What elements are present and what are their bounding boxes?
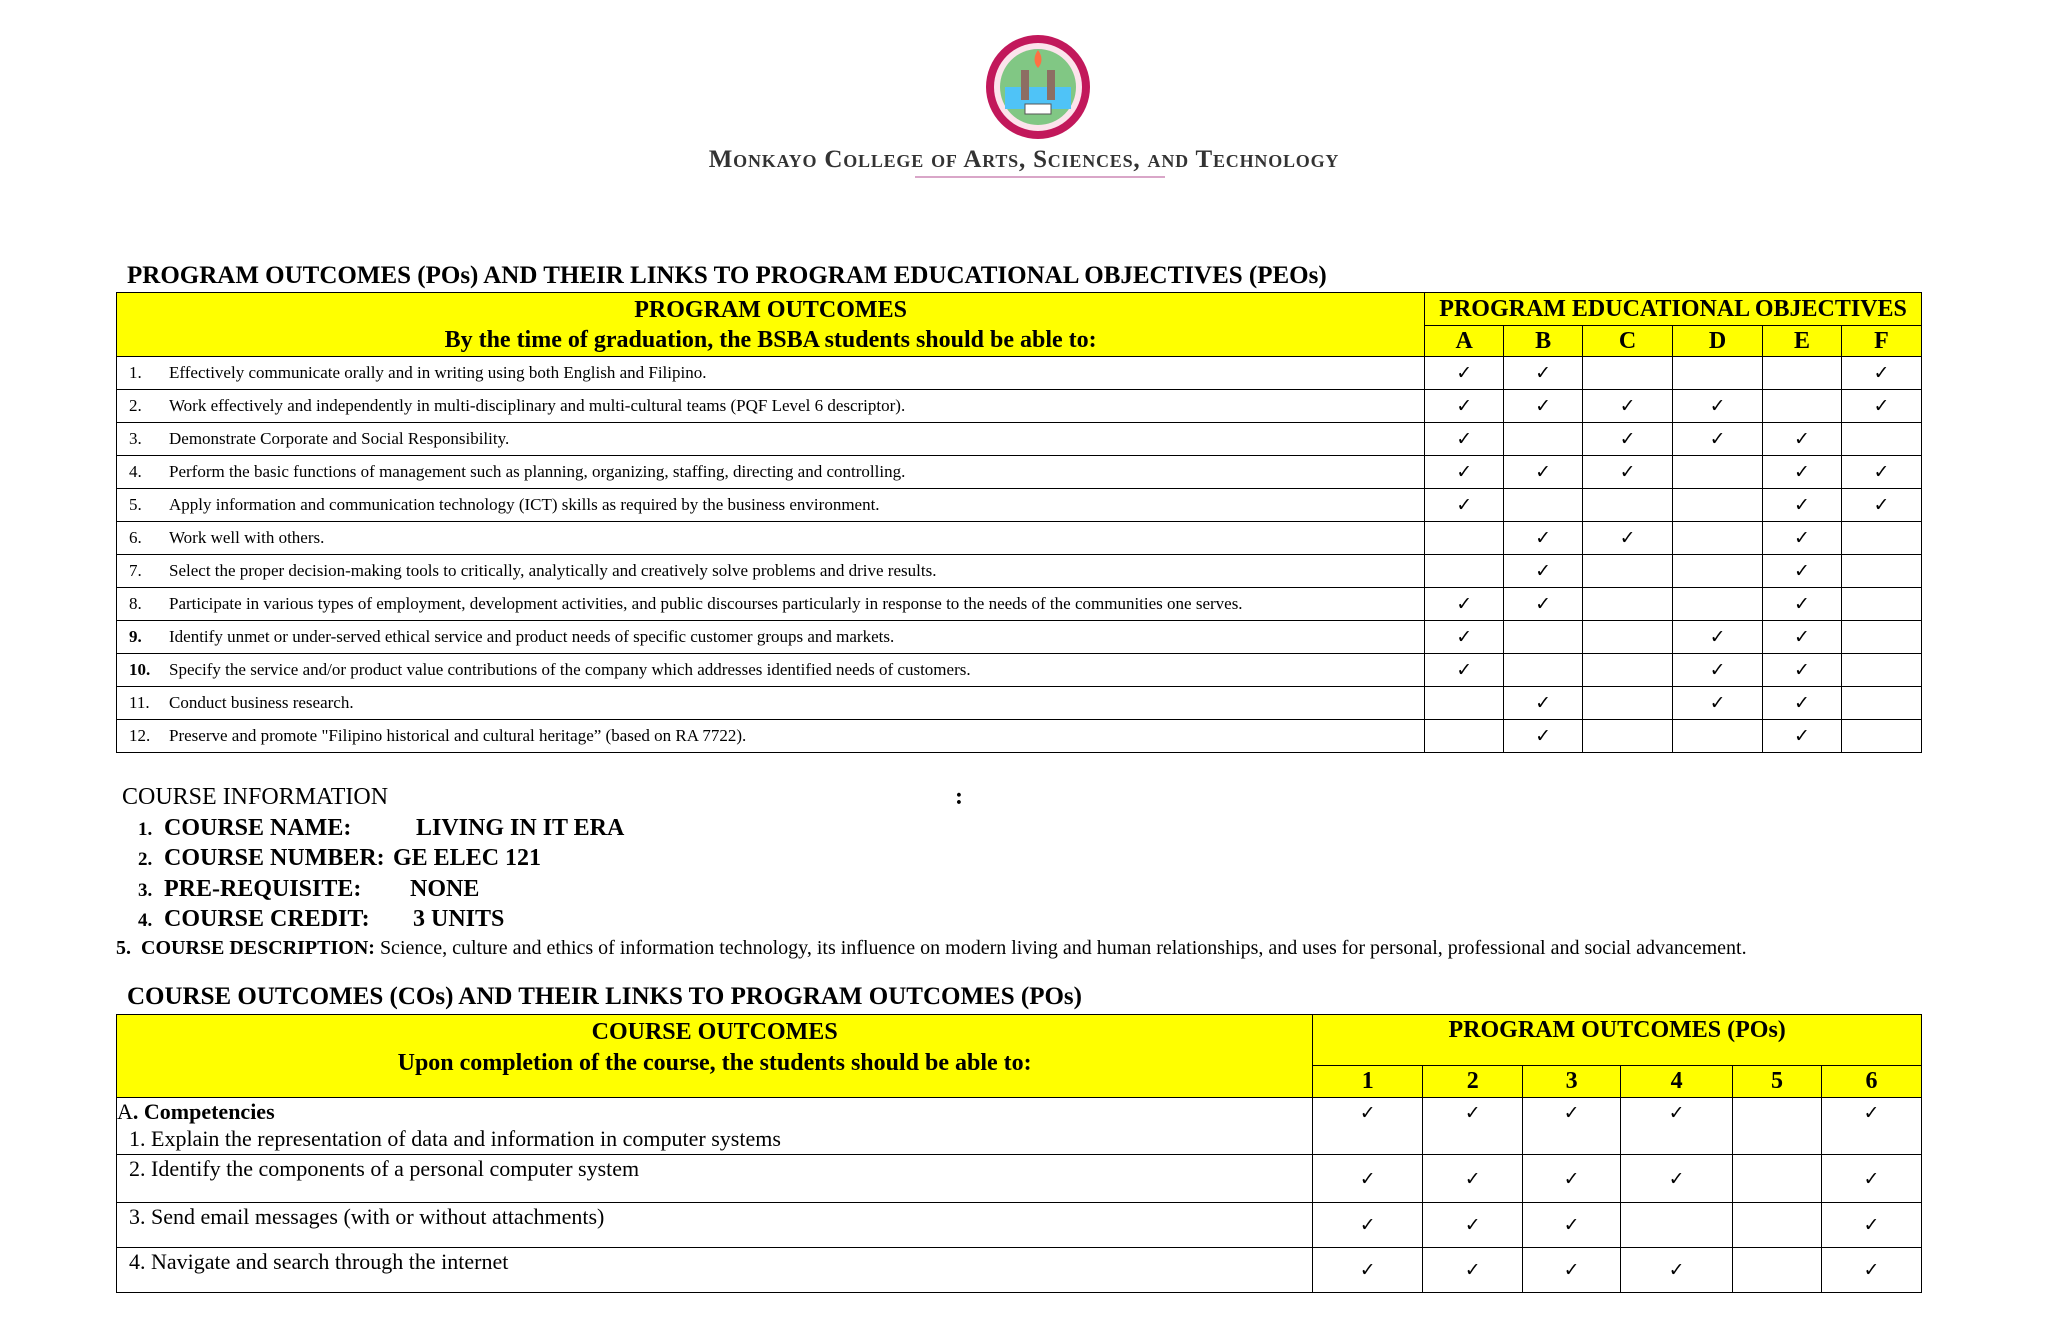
po-peo-check-c <box>1583 621 1673 654</box>
po-peo-check-a <box>1425 687 1504 720</box>
po-text: Conduct business research. <box>169 693 354 712</box>
po-peo-check-d: ✓ <box>1673 621 1763 654</box>
po-peo-check-b: ✓ <box>1504 357 1583 390</box>
po-peo-check-a <box>1425 720 1504 753</box>
co-header-cell <box>117 1015 1313 1098</box>
co-text-cell <box>117 1203 1313 1248</box>
college-name-underline <box>915 176 1165 178</box>
po-peo-check-d: ✓ <box>1673 687 1763 720</box>
co-row <box>117 1203 1922 1248</box>
po-text: Select the proper decision-making tools to critically, analytically and creatively solve problems and drive results. <box>169 561 937 580</box>
po-peo-check-a: ✓ <box>1425 423 1504 456</box>
po-text-cell <box>117 687 1425 720</box>
course-number-label: COURSE NUMBER: <box>164 845 385 871</box>
course-description-label: COURSE DESCRIPTION: <box>141 937 375 959</box>
co-text: 3. Send email messages (with or without attachments) <box>129 1204 605 1229</box>
co-text: 2. Identify the components of a personal computer system <box>129 1156 640 1181</box>
co-po-check-4: ✓ <box>1621 1248 1733 1293</box>
co-header-subtitle: Upon completion of the course, the students should be able to: <box>397 1050 1032 1076</box>
po-section-title: PROGRAM OUTCOMES (POs) AND THEIR LINKS TO PROGRAM EDUCATIONAL OBJECTIVES (PEOs) <box>127 262 1327 289</box>
po-number: 5. <box>129 495 142 514</box>
course-name-num: 1. <box>138 819 153 840</box>
po-text-cell <box>117 357 1425 390</box>
po-row <box>117 390 1922 423</box>
po-row <box>117 555 1922 588</box>
co-po-check-6: ✓ <box>1822 1248 1922 1293</box>
co-po-check-3: ✓ <box>1523 1098 1621 1155</box>
po-peo-check-e: ✓ <box>1763 522 1842 555</box>
co-po-check-1: ✓ <box>1313 1248 1423 1293</box>
po-text-cell <box>117 555 1425 588</box>
co-po-check-3: ✓ <box>1523 1203 1621 1248</box>
po-peo-check-d: ✓ <box>1673 654 1763 687</box>
po-peo-check-b: ✓ <box>1504 522 1583 555</box>
competencies-prefix: A <box>117 1099 133 1124</box>
po-peo-check-b: ✓ <box>1504 720 1583 753</box>
co-po-check-2: ✓ <box>1423 1155 1523 1203</box>
po-peo-check-a: ✓ <box>1425 621 1504 654</box>
po-peo-check-f <box>1841 522 1921 555</box>
po-peo-check-b: ✓ <box>1504 555 1583 588</box>
peo-header: PROGRAM EDUCATIONAL OBJECTIVES <box>1425 293 1922 326</box>
po-text: Perform the basic functions of management such as planning, organizing, staffing, directing and controlling. <box>169 462 906 481</box>
course-description-num: 5. <box>116 937 131 959</box>
po-text-cell <box>117 456 1425 489</box>
po-peo-check-e <box>1763 357 1842 390</box>
po-peo-check-d <box>1673 489 1763 522</box>
co-po-check-3: ✓ <box>1523 1155 1621 1203</box>
co-po-table <box>116 1014 1922 1293</box>
co-po-check-2: ✓ <box>1423 1098 1523 1155</box>
po-peo-check-c: ✓ <box>1583 390 1673 423</box>
po-peo-check-d <box>1673 522 1763 555</box>
course-information-label: COURSE INFORMATION <box>122 784 389 810</box>
po-number: 3. <box>129 429 142 448</box>
po-peo-check-e: ✓ <box>1763 654 1842 687</box>
course-number-num: 2. <box>138 849 153 870</box>
co-po-check-5 <box>1733 1203 1822 1248</box>
po-text-cell <box>117 390 1425 423</box>
po-number-6: 6 <box>1822 1066 1922 1098</box>
po-text: Preserve and promote "Filipino historical and cultural heritage” (based on RA 7722). <box>169 726 747 745</box>
po-text-cell <box>117 720 1425 753</box>
po-number-4: 4 <box>1621 1066 1733 1098</box>
po-peo-check-a <box>1425 555 1504 588</box>
po-peo-check-f <box>1841 654 1921 687</box>
po-header-title: PROGRAM OUTCOMES <box>634 296 907 323</box>
course-description-text: Science, culture and ethics of information technology, its influence on modern living and human relationships, and uses for personal, professional and social advancement. <box>379 937 1747 959</box>
po-peo-check-e: ✓ <box>1763 555 1842 588</box>
co-text-cell <box>117 1248 1313 1293</box>
po-peo-check-c <box>1583 588 1673 621</box>
co-section-title: COURSE OUTCOMES (COs) AND THEIR LINKS TO PROGRAM OUTCOMES (POs) <box>127 983 1082 1010</box>
po-header-subtitle: By the time of graduation, the BSBA students should be able to: <box>444 326 1097 353</box>
po-number-2: 2 <box>1423 1066 1523 1098</box>
co-po-check-4: ✓ <box>1621 1098 1733 1155</box>
co-row <box>117 1248 1922 1293</box>
pre-requisite-label: PRE-REQUISITE: <box>164 876 362 902</box>
po-number: 12. <box>129 726 151 745</box>
po-peo-check-a: ✓ <box>1425 456 1504 489</box>
po-peo-check-b <box>1504 654 1583 687</box>
po-number: 1. <box>129 363 142 382</box>
po-text: Demonstrate Corporate and Social Responsibility. <box>169 429 510 448</box>
course-credit-value: 3 UNITS <box>413 906 505 932</box>
po-peo-check-a <box>1425 522 1504 555</box>
co-po-check-2: ✓ <box>1423 1203 1523 1248</box>
po-peo-check-a: ✓ <box>1425 588 1504 621</box>
course-name-row <box>138 815 351 842</box>
college-name: Monkayo College of Arts, Sciences, and Technology <box>708 146 1340 173</box>
po-peo-check-e: ✓ <box>1763 588 1842 621</box>
po-peo-check-e: ✓ <box>1763 456 1842 489</box>
course-number-value: GE ELEC 121 <box>393 845 542 871</box>
po-peo-check-c <box>1583 555 1673 588</box>
po-peo-check-c <box>1583 489 1673 522</box>
po-peo-check-b: ✓ <box>1504 687 1583 720</box>
course-name-value: LIVING IN IT ERA <box>416 815 625 841</box>
peo-letter-e: E <box>1763 326 1842 357</box>
po-text-cell <box>117 489 1425 522</box>
po-text-cell <box>117 654 1425 687</box>
po-peo-check-d: ✓ <box>1673 390 1763 423</box>
co-po-check-3: ✓ <box>1523 1248 1621 1293</box>
po-row <box>117 654 1922 687</box>
po-number: 2. <box>129 396 142 415</box>
po-peo-check-b: ✓ <box>1504 588 1583 621</box>
co-po-check-5 <box>1733 1098 1822 1155</box>
co-header-title: COURSE OUTCOMES <box>591 1019 838 1045</box>
po-peo-check-e: ✓ <box>1763 489 1842 522</box>
po-row <box>117 687 1922 720</box>
po-peo-check-f <box>1841 423 1921 456</box>
po-text: Participate in various types of employment, development activities, and public discourses particularly in response to the needs of the communities one serves. <box>169 594 1243 613</box>
po-row <box>117 357 1922 390</box>
po-peo-check-c: ✓ <box>1583 522 1673 555</box>
po-peo-check-e: ✓ <box>1763 423 1842 456</box>
po-peo-check-f <box>1841 720 1921 753</box>
po-peo-check-d <box>1673 588 1763 621</box>
peo-letter-f: F <box>1841 326 1921 357</box>
po-peo-check-c: ✓ <box>1583 423 1673 456</box>
peo-letter-c: C <box>1583 326 1673 357</box>
peo-letter-d: D <box>1673 326 1763 357</box>
po-peo-check-b: ✓ <box>1504 390 1583 423</box>
co-po-check-6: ✓ <box>1822 1155 1922 1203</box>
course-number-row <box>138 845 385 872</box>
po-peo-check-a: ✓ <box>1425 357 1504 390</box>
po-text: Effectively communicate orally and in writing using both English and Filipino. <box>169 363 707 382</box>
po-peo-check-e: ✓ <box>1763 720 1842 753</box>
co-po-check-6: ✓ <box>1822 1098 1922 1155</box>
co-po-check-5 <box>1733 1248 1822 1293</box>
po-peo-check-b <box>1504 489 1583 522</box>
po-number: 6. <box>129 528 142 547</box>
po-peo-check-b <box>1504 621 1583 654</box>
pre-requisite-row <box>138 876 361 903</box>
po-text-cell <box>117 522 1425 555</box>
course-credit-row <box>138 906 370 933</box>
co-po-check-5 <box>1733 1155 1822 1203</box>
course-name-label: COURSE NAME: <box>164 815 352 841</box>
po-peo-check-f <box>1841 621 1921 654</box>
po-row <box>117 522 1922 555</box>
co-row <box>117 1155 1922 1203</box>
po-row <box>117 423 1922 456</box>
po-row <box>117 720 1922 753</box>
po-number: 10. <box>129 660 151 679</box>
po-text: Work well with others. <box>169 528 325 547</box>
co-po-check-1: ✓ <box>1313 1155 1423 1203</box>
po-peo-check-a: ✓ <box>1425 489 1504 522</box>
po-text: Work effectively and independently in multi-disciplinary and multi-cultural teams (PQF Level 6 descriptor). <box>169 396 906 415</box>
course-credit-num: 4. <box>138 910 153 931</box>
po-peo-check-c <box>1583 357 1673 390</box>
pre-requisite-value: NONE <box>410 876 480 902</box>
competencies-heading: . Competencies <box>132 1099 275 1124</box>
po-number: 8. <box>129 594 142 613</box>
po-peo-table <box>116 292 1922 753</box>
college-seal-logo <box>983 32 1093 142</box>
po-text-cell <box>117 621 1425 654</box>
po-peo-check-d <box>1673 456 1763 489</box>
po-number: 11. <box>129 693 150 712</box>
po-peo-check-f <box>1841 687 1921 720</box>
po-text-cell <box>117 588 1425 621</box>
co-text: 1. Explain the representation of data and information in computer systems <box>129 1126 781 1151</box>
peo-letter-b: B <box>1504 326 1583 357</box>
co-text-cell <box>117 1155 1313 1203</box>
co-po-header: PROGRAM OUTCOMES (POs) <box>1313 1015 1922 1066</box>
po-peo-check-e <box>1763 390 1842 423</box>
po-row <box>117 456 1922 489</box>
po-number: 7. <box>129 561 142 580</box>
po-peo-check-f <box>1841 555 1921 588</box>
po-peo-check-d: ✓ <box>1673 423 1763 456</box>
co-text-cell <box>117 1098 1313 1155</box>
po-peo-check-f: ✓ <box>1841 456 1921 489</box>
po-peo-check-c: ✓ <box>1583 456 1673 489</box>
co-po-check-1: ✓ <box>1313 1098 1423 1155</box>
po-number-1: 1 <box>1313 1066 1423 1098</box>
competencies-group-label <box>117 1098 1312 1125</box>
po-peo-check-c <box>1583 654 1673 687</box>
po-peo-check-f: ✓ <box>1841 390 1921 423</box>
co-po-check-1: ✓ <box>1313 1203 1423 1248</box>
po-number-5: 5 <box>1733 1066 1822 1098</box>
po-peo-check-a: ✓ <box>1425 390 1504 423</box>
po-number: 9. <box>129 627 142 646</box>
po-peo-check-c <box>1583 720 1673 753</box>
po-row <box>117 489 1922 522</box>
po-peo-check-c <box>1583 687 1673 720</box>
co-po-check-4: ✓ <box>1621 1155 1733 1203</box>
po-number: 4. <box>129 462 142 481</box>
course-description <box>116 937 1747 960</box>
po-text: Identify unmet or under-served ethical service and product needs of specific customer groups and markets. <box>169 627 895 646</box>
po-peo-check-f <box>1841 588 1921 621</box>
co-row <box>117 1098 1922 1155</box>
po-text-cell <box>117 423 1425 456</box>
po-text: Apply information and communication technology (ICT) skills as required by the business environment. <box>169 495 880 514</box>
co-po-check-6: ✓ <box>1822 1203 1922 1248</box>
co-po-check-4 <box>1621 1203 1733 1248</box>
po-peo-check-d <box>1673 555 1763 588</box>
po-peo-check-b: ✓ <box>1504 456 1583 489</box>
po-peo-check-f: ✓ <box>1841 489 1921 522</box>
co-table-body <box>117 1098 1922 1293</box>
po-table-body <box>117 357 1922 753</box>
po-number-3: 3 <box>1523 1066 1621 1098</box>
co-text: 4. Navigate and search through the internet <box>129 1249 509 1274</box>
po-header-cell <box>117 293 1425 357</box>
course-information-colon: : <box>955 784 963 810</box>
po-peo-check-d <box>1673 357 1763 390</box>
po-row <box>117 621 1922 654</box>
po-peo-check-d <box>1673 720 1763 753</box>
co-po-check-2: ✓ <box>1423 1248 1523 1293</box>
po-peo-check-e: ✓ <box>1763 621 1842 654</box>
po-peo-check-b <box>1504 423 1583 456</box>
pre-requisite-num: 3. <box>138 880 153 901</box>
course-credit-label: COURSE CREDIT: <box>164 906 370 932</box>
po-peo-check-e: ✓ <box>1763 687 1842 720</box>
po-peo-check-f: ✓ <box>1841 357 1921 390</box>
po-peo-check-a: ✓ <box>1425 654 1504 687</box>
po-row <box>117 588 1922 621</box>
po-text: Specify the service and/or product value contributions of the company which addresses identified needs of customers. <box>169 660 971 679</box>
peo-letter-a: A <box>1425 326 1504 357</box>
